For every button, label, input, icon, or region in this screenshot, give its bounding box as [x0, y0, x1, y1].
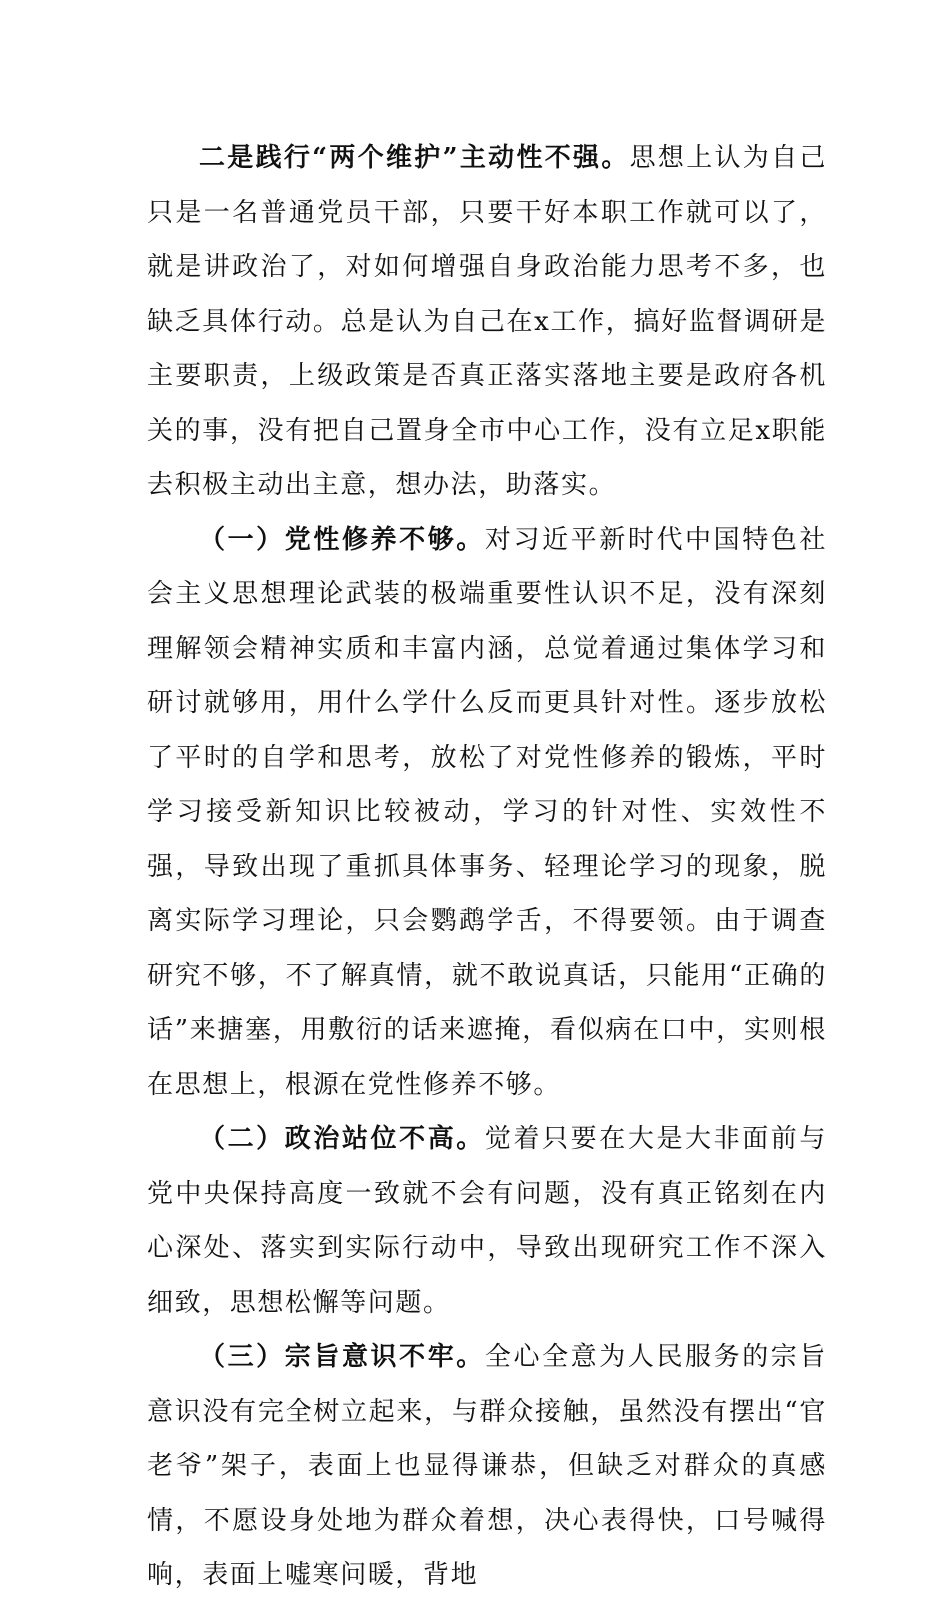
paragraph-party-cultivation: [147, 513, 827, 1113]
paragraph-heading: （一）党性修养不够。: [199, 524, 485, 555]
paragraph-text: 对习近平新时代中国特色社会主义思想理论武装的极端重要性认识不足，没有深刻理解领会精神实质和丰富内涵，总觉着通过集体学习和研讨就够用，用什么学什么反而更具针对性。逐步放松了平时的自学和思考，放松了对党性修养的锻炼，平时学习接受新知识比较被动，学习的针对性、实效性不强，导致出现了重抓具体事务、轻理论学习的现象，脱离实际学习理论，只会鹦鹉学舌，不得要领。由于调查研究不够，不了解真情，就不敢说真话，只能用“正确的话”来搪塞，用敷衍的话来遮掩，看似病在口中，实则根在思想上，根源在党性修养不够。: [147, 524, 827, 1100]
paragraph-two-wei-hu: [147, 131, 827, 513]
paragraph-heading: （二）政治站位不高。: [199, 1124, 485, 1154]
paragraph-purpose-awareness: [147, 1330, 827, 1603]
paragraph-text: 觉着只要在大是大非面前与党中央保持高度一致就不会有问题，没有真正铭刻在内心深处、落实到实际行动中，导致出现研究工作不深入细致，思想松懈等问题。: [147, 1124, 827, 1318]
paragraph-political-stance: [147, 1112, 827, 1330]
document-body: [147, 131, 827, 1603]
paragraph-text: 全心全意为人民服务的宗旨意识没有完全树立起来，与群众接触，虽然没有摆出“官老爷”架子，表面上也显得谦恭，但缺乏对群众的真感情，不愿设身处地为群众着想，决心表得快，口号喊得响，表面上嘘寒问暖，背地: [147, 1342, 827, 1590]
paragraph-heading: （三）宗旨意识不牢。: [199, 1342, 485, 1372]
paragraph-text: 思想上认为自己只是一名普通党员干部，只要干好本职工作就可以了，就是讲政治了，对如何增强自身政治能力思考不多，也缺乏具体行动。总是认为自己在x工作，搞好监督调研是主要职责，上级政策是否真正落实落地主要是政府各机关的事，没有把自己置身全市中心工作，没有立足x职能去积极主动出主意，想办法，助落实。: [147, 143, 827, 500]
paragraph-heading: 二是践行“两个维护”主动性不强。: [199, 143, 630, 173]
